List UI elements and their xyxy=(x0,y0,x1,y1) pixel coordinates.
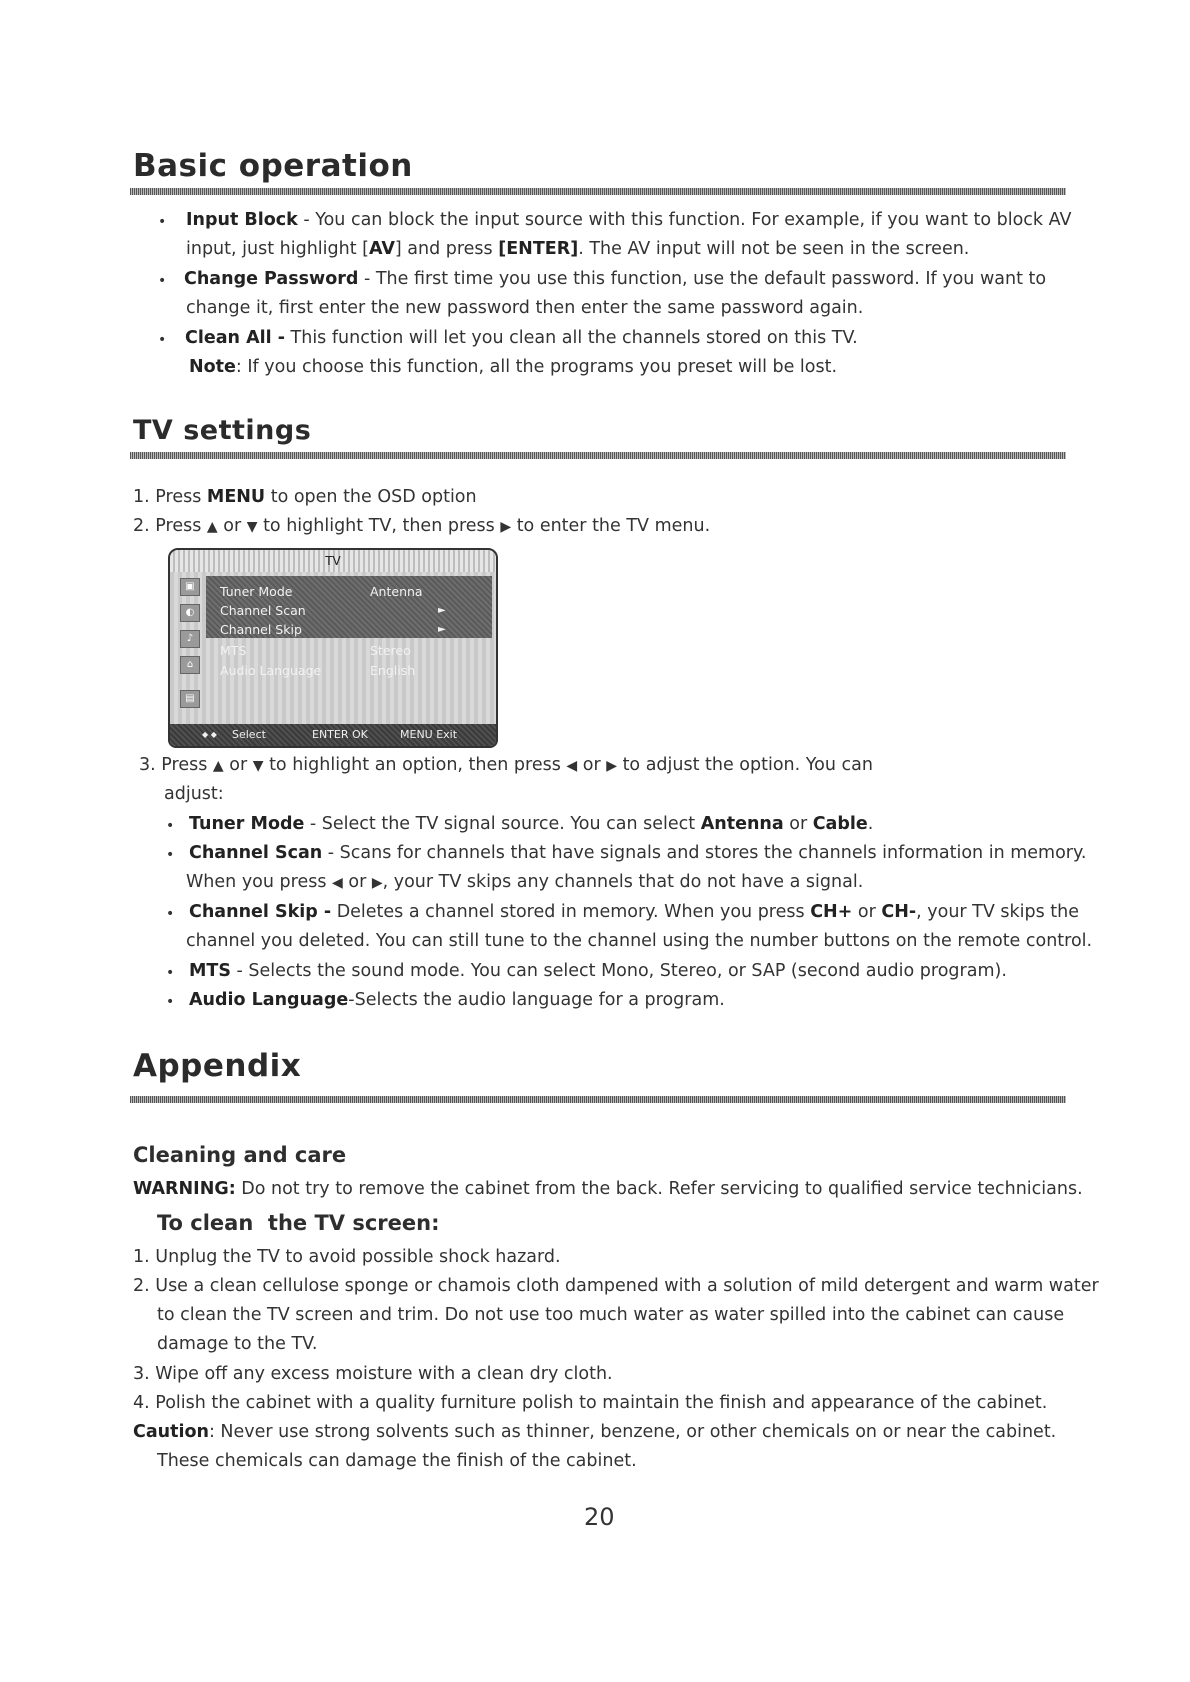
osd-row-value: ► xyxy=(438,624,446,635)
right-arrow-icon: ▶ xyxy=(500,519,512,535)
left-arrow-icon: ◀ xyxy=(332,875,343,891)
section-title-appendix: Appendix xyxy=(133,1048,302,1084)
tv-step-2: 2. Press ▲ or ▼ to highlight TV, then press ▶ to enter the TV menu. xyxy=(133,516,711,536)
tv-osd-menu xyxy=(168,548,498,748)
audio-language-line: Audio Language-Selects the audio language for a program. xyxy=(189,990,725,1010)
change-password-line-1: Change Password - The first time you use this function, use the default password. If you want to xyxy=(184,269,1047,289)
osd-row-name: Channel Skip xyxy=(220,622,302,637)
tv-step-3: 3. Press ▲ or ▼ to highlight an option, then press ◀ or ▶ to adjust the option. You can xyxy=(139,755,873,775)
channel-scan-line-2: When you press ◀ or ▶, your TV skips any channels that do not have a signal. xyxy=(186,872,864,892)
mts-line: MTS - Selects the sound mode. You can select Mono, Stereo, or SAP (second audio program). xyxy=(189,961,1007,981)
input-block-line-2: input, just highlight [AV] and press [ENTER]. The AV input will not be seen in the screen. xyxy=(186,239,970,259)
osd-footer-enter: ENTER OK xyxy=(312,728,368,741)
bullet-icon: • xyxy=(158,214,167,230)
left-arrow-icon: ◀ xyxy=(566,758,578,774)
osd-row-name: Audio Language xyxy=(220,663,322,678)
caution-line-2: These chemicals can damage the finish of the cabinet. xyxy=(157,1451,637,1471)
up-arrow-icon: ▲ xyxy=(206,519,218,535)
clean-step-3: 3. Wipe off any excess moisture with a clean dry cloth. xyxy=(133,1364,613,1384)
down-arrow-icon: ▼ xyxy=(252,758,264,774)
tv-step-1: 1. Press MENU to open the OSD option xyxy=(133,487,477,507)
section-title-basic-operation: Basic operation xyxy=(133,148,413,184)
bullet-icon: • xyxy=(166,847,175,863)
osd-row-name: Tuner Mode xyxy=(220,584,293,599)
section-rule xyxy=(130,1096,1066,1103)
osd-sidebar xyxy=(174,576,204,718)
clean-step-2-cont: to clean the TV screen and trim. Do not use too much water as water spilled into the cabinet can cause xyxy=(157,1305,1065,1325)
clean-step-2-cont: damage to the TV. xyxy=(157,1334,318,1354)
osd-row-value: Stereo xyxy=(370,643,411,658)
clean-step-2: 2. Use a clean cellulose sponge or chamois cloth dampened with a solution of mild detergent and warm water xyxy=(133,1276,1099,1296)
up-arrow-icon: ▲ xyxy=(212,758,224,774)
clean-all-line: Clean All - This function will let you clean all the channels stored on this TV. xyxy=(185,328,858,348)
clean-step-4: 4. Polish the cabinet with a quality furniture polish to maintain the finish and appearance of the cabinet. xyxy=(133,1393,1048,1413)
tuner-mode-line: Tuner Mode - Select the TV signal source. You can select Antenna or Cable. xyxy=(189,814,874,834)
osd-row-value: English xyxy=(370,663,416,678)
osd-header: TV xyxy=(170,550,496,572)
osd-row-name: MTS xyxy=(220,643,247,658)
bullet-icon: • xyxy=(158,332,167,348)
caution-line: Caution: Never use strong solvents such as thinner, benzene, or other chemicals on or near the cabinet. xyxy=(133,1422,1057,1442)
osd-nav-arrows-icon: ◆ ◆ xyxy=(202,730,217,739)
tv-icon: ▣ xyxy=(180,578,200,596)
input-block-line-1: Input Block - You can block the input source with this function. For example, if you want to block AV xyxy=(186,210,1072,230)
bullet-icon: • xyxy=(166,818,175,834)
clean-step-1: 1. Unplug the TV to avoid possible shock hazard. xyxy=(133,1247,561,1267)
subtitle-clean-tv-screen: To clean the TV screen: xyxy=(157,1211,440,1235)
right-arrow-icon: ▶ xyxy=(371,875,383,891)
down-arrow-icon: ▼ xyxy=(246,519,258,535)
osd-row-value: Antenna xyxy=(370,584,423,599)
bullet-icon: • xyxy=(166,994,175,1010)
picture-icon: ◐ xyxy=(180,604,200,622)
right-arrow-icon: ▶ xyxy=(606,758,617,774)
osd-row-name: Channel Scan xyxy=(220,603,306,618)
sound-icon: ♪ xyxy=(180,630,200,648)
osd-footer-menu: MENU Exit xyxy=(400,728,458,741)
channel-scan-line-1: Channel Scan - Scans for channels that have signals and stores the channels information in memory. xyxy=(189,843,1087,863)
bullet-icon: • xyxy=(158,273,167,289)
channel-skip-line-1: Channel Skip - Deletes a channel stored in memory. When you press CH+ or CH-, your TV skips the xyxy=(189,902,1080,922)
osd-row-value: ► xyxy=(438,605,446,616)
warning-line: WARNING: Do not try to remove the cabinet from the back. Refer servicing to qualified service technicians. xyxy=(133,1179,1083,1199)
change-password-line-2: change it, first enter the new password then enter the same password again. xyxy=(186,298,864,318)
note-line: Note: If you choose this function, all the programs you preset will be lost. xyxy=(189,357,838,377)
bullet-icon: • xyxy=(166,906,175,922)
lock-icon: ⌂ xyxy=(180,656,200,674)
page-number: 20 xyxy=(584,1503,615,1531)
tv-step-3-cont: adjust: xyxy=(164,784,224,804)
section-rule xyxy=(130,188,1066,195)
section-rule xyxy=(130,452,1066,459)
osd-footer xyxy=(170,724,496,746)
subtitle-cleaning-and-care: Cleaning and care xyxy=(133,1143,347,1167)
setup-icon: ▤ xyxy=(180,690,200,708)
section-title-tv-settings: TV settings xyxy=(133,415,312,446)
bullet-icon: • xyxy=(166,965,175,981)
osd-footer-select: Select xyxy=(232,728,266,741)
channel-skip-line-2: channel you deleted. You can still tune to the channel using the number buttons on the remote control. xyxy=(186,931,1093,951)
